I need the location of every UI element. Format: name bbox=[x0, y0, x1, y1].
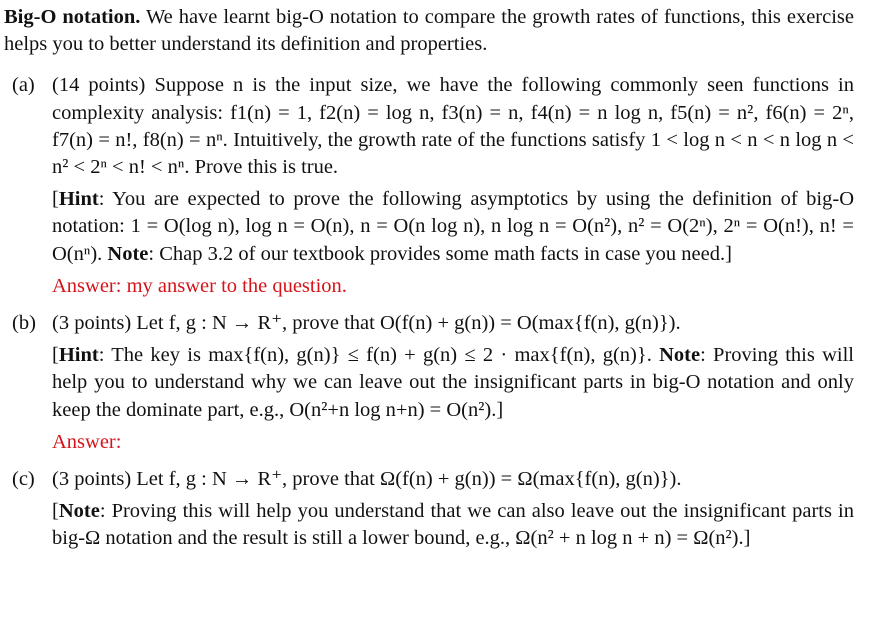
part-b-question bbox=[52, 310, 854, 337]
part-a-answer: Answer: my answer to the question. bbox=[52, 274, 347, 297]
exercise-intro bbox=[4, 4, 854, 58]
part-a-label: (a) bbox=[12, 74, 35, 97]
part-c-note bbox=[52, 498, 854, 552]
part-a-points: (14 points) bbox=[52, 74, 146, 97]
part-c-label: (c) bbox=[12, 468, 35, 491]
part-c-points: (3 points) bbox=[52, 468, 132, 491]
part-b-points: (3 points) bbox=[52, 312, 132, 335]
part-b-label: (b) bbox=[12, 312, 36, 335]
part-b-note-text: : Proving this will help you to understand why we can leave out the insignificant parts in big-O notation and only keep the dominate part, e.g., O(n²+n log n+n) = O(n²).] bbox=[52, 344, 855, 421]
part-a-hint bbox=[52, 186, 854, 268]
part-c-text: Let f, g : N → R⁺, prove that Ω(f(n) + g(n)) = Ω(max{f(n), g(n)}). bbox=[136, 468, 682, 491]
part-c bbox=[4, 466, 854, 553]
part-c-note-open: [ bbox=[52, 500, 59, 523]
part-a-hint-text: : You are expected to prove the following asymptotics by using the definition of big-O notation: 1 = O(log n), log n = O(n), n = O(n log n), n log n = O(n²), n² = O(2ⁿ), 2ⁿ = O(n!), n! = O(nⁿ). bbox=[52, 188, 854, 265]
part-c-note-text: : Proving this will help you understand that we can also leave out the insignificant parts in big-Ω notation and the result is still a lower bound, e.g., Ω(n² + n log n + n) = Ω(n²).] bbox=[52, 500, 854, 550]
exercise-page bbox=[4, 4, 854, 553]
part-a-text: Suppose n is the input size, we have the following commonly seen functions in complexity analysis: f1(n) = 1, f2(n) = log n, f3(n) = n, f4(n) = n log n, f5(n) = n², f6(n) = 2ⁿ, f7(n) = n!, f8(n) = nⁿ. Intuitively, the growth rate of the functions satisfy 1 < log n < n < n log n < n² < 2ⁿ < n! < nⁿ. Prove this is true. bbox=[52, 74, 854, 179]
part-b-hint-text: : The key is max{f(n), g(n)} ≤ f(n) + g(n) ≤ 2 · max{f(n), g(n)}. bbox=[98, 344, 652, 367]
exercise-title: Big-O notation. bbox=[4, 6, 141, 28]
part-b-answer: Answer: bbox=[52, 430, 122, 453]
part-b bbox=[4, 310, 854, 456]
part-c-note-label: Note bbox=[58, 500, 100, 523]
part-b-hint-open: [ bbox=[52, 344, 59, 367]
part-b-note-label: Note bbox=[659, 344, 701, 367]
part-a-hint-label: Hint bbox=[58, 188, 99, 211]
part-a-note-label: Note bbox=[107, 242, 149, 265]
part-b-hint bbox=[52, 342, 854, 424]
part-a-question bbox=[52, 72, 854, 181]
part-a-hint-open: [ bbox=[52, 188, 59, 211]
part-c-question bbox=[52, 466, 854, 493]
exercise-intro-text: We have learnt big-O notation to compare the growth rates of functions, this exercise helps you to better understand its definition and properties. bbox=[4, 6, 854, 56]
part-a-note-text: : Chap 3.2 of our textbook provides some math facts in case you need.] bbox=[148, 242, 732, 265]
part-b-text: Let f, g : N → R⁺, prove that O(f(n) + g(n)) = O(max{f(n), g(n)}). bbox=[136, 312, 681, 335]
part-a bbox=[4, 72, 854, 300]
part-b-hint-label: Hint bbox=[58, 344, 99, 367]
